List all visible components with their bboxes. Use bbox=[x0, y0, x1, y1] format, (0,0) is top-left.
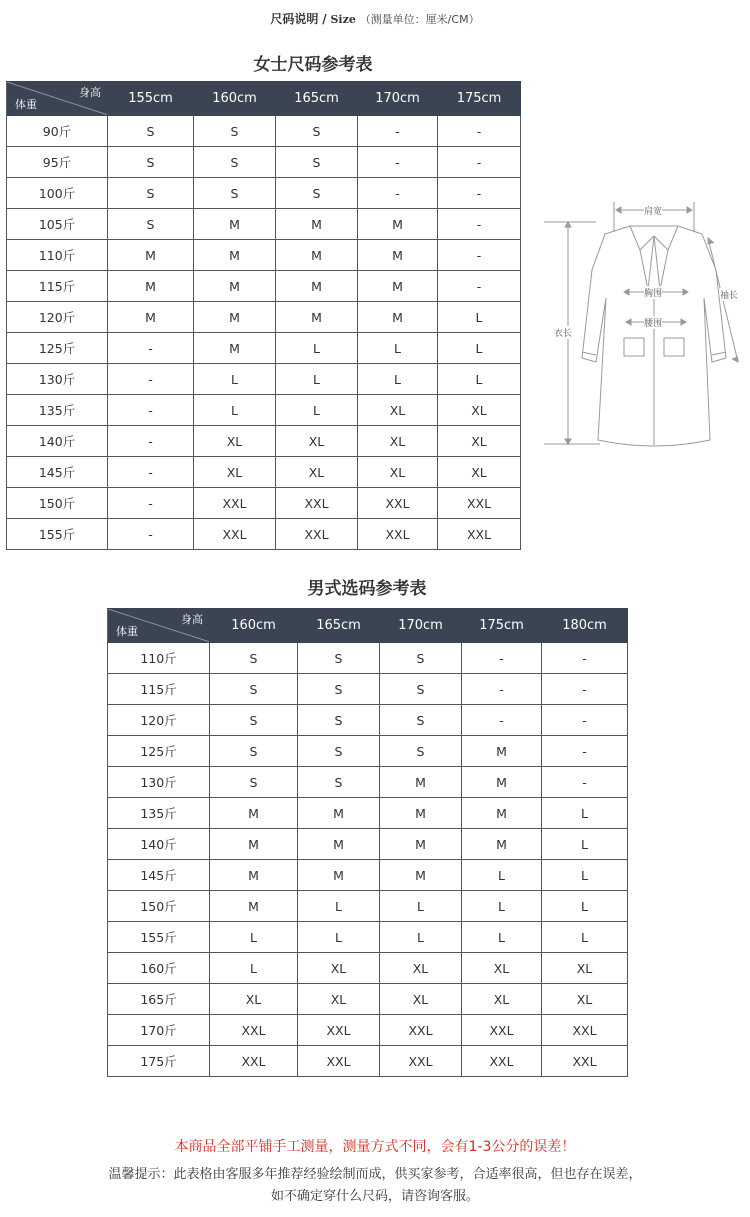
size-cell: L bbox=[438, 333, 521, 364]
size-cell: M bbox=[380, 829, 462, 860]
size-cell: - bbox=[108, 457, 194, 488]
size-cell: M bbox=[194, 302, 276, 333]
men-corner-weight: 体重 bbox=[116, 625, 138, 638]
table-row bbox=[7, 271, 521, 302]
size-cell: - bbox=[438, 240, 521, 271]
size-cell: XL bbox=[380, 984, 462, 1015]
size-cell: XXL bbox=[542, 1046, 628, 1077]
size-cell: XXL bbox=[210, 1015, 298, 1046]
size-cell: XL bbox=[380, 953, 462, 984]
size-cell: M bbox=[210, 891, 298, 922]
weight-cell: 165斤 bbox=[108, 984, 210, 1015]
size-cell: L bbox=[210, 953, 298, 984]
size-cell: M bbox=[194, 271, 276, 302]
size-cell: L bbox=[462, 891, 542, 922]
size-cell: S bbox=[380, 643, 462, 674]
size-cell: XL bbox=[194, 457, 276, 488]
weight-cell: 135斤 bbox=[7, 395, 108, 426]
weight-cell: 175斤 bbox=[108, 1046, 210, 1077]
size-cell: - bbox=[438, 178, 521, 209]
size-cell: - bbox=[542, 674, 628, 705]
size-cell: L bbox=[542, 922, 628, 953]
women-corner-height: 身高 bbox=[79, 86, 101, 99]
size-cell: L bbox=[276, 364, 358, 395]
size-cell: M bbox=[380, 798, 462, 829]
size-cell: XL bbox=[276, 457, 358, 488]
size-cell: XXL bbox=[210, 1046, 298, 1077]
men-corner-cell bbox=[108, 609, 210, 643]
size-cell: - bbox=[462, 643, 542, 674]
size-cell: S bbox=[210, 736, 298, 767]
table-row bbox=[7, 178, 521, 209]
size-cell: S bbox=[276, 116, 358, 147]
table-row bbox=[7, 147, 521, 178]
size-cell: - bbox=[438, 209, 521, 240]
size-cell: L bbox=[542, 860, 628, 891]
size-cell: S bbox=[108, 178, 194, 209]
size-cell: XXL bbox=[358, 488, 438, 519]
size-cell: M bbox=[194, 209, 276, 240]
weight-cell: 120斤 bbox=[108, 705, 210, 736]
size-cell: S bbox=[380, 736, 462, 767]
size-cell: S bbox=[298, 705, 380, 736]
size-cell: L bbox=[194, 395, 276, 426]
size-cell: M bbox=[210, 860, 298, 891]
size-cell: - bbox=[358, 178, 438, 209]
size-cell: L bbox=[276, 395, 358, 426]
size-cell: M bbox=[298, 798, 380, 829]
size-cell: L bbox=[358, 333, 438, 364]
size-cell: L bbox=[380, 922, 462, 953]
size-cell: S bbox=[210, 643, 298, 674]
size-cell: L bbox=[438, 302, 521, 333]
size-cell: M bbox=[210, 829, 298, 860]
size-cell: L bbox=[358, 364, 438, 395]
size-cell: XXL bbox=[298, 1015, 380, 1046]
size-cell: L bbox=[462, 922, 542, 953]
size-cell: XXL bbox=[462, 1015, 542, 1046]
size-cell: - bbox=[108, 395, 194, 426]
size-cell: XL bbox=[438, 395, 521, 426]
size-cell: S bbox=[194, 178, 276, 209]
weight-cell: 150斤 bbox=[7, 488, 108, 519]
size-cell: - bbox=[462, 674, 542, 705]
size-cell: - bbox=[462, 705, 542, 736]
sleeve-label: 袖长 bbox=[720, 288, 738, 301]
size-cell: - bbox=[108, 488, 194, 519]
men-height-header: 160cm bbox=[210, 609, 298, 643]
table-row bbox=[108, 674, 628, 705]
size-cell: XL bbox=[438, 426, 521, 457]
size-cell: S bbox=[108, 147, 194, 178]
size-cell: S bbox=[210, 705, 298, 736]
table-row bbox=[108, 705, 628, 736]
size-cell: S bbox=[298, 767, 380, 798]
weight-cell: 125斤 bbox=[108, 736, 210, 767]
shoulder-label: 肩宽 bbox=[644, 204, 662, 217]
women-height-header: 160cm bbox=[194, 82, 276, 116]
size-cell: L bbox=[194, 364, 276, 395]
table-row bbox=[108, 829, 628, 860]
size-cell: - bbox=[358, 147, 438, 178]
table-row bbox=[108, 922, 628, 953]
table-row bbox=[108, 1015, 628, 1046]
size-cell: XL bbox=[462, 984, 542, 1015]
size-cell: M bbox=[358, 240, 438, 271]
size-cell: XXL bbox=[194, 519, 276, 550]
size-cell: L bbox=[438, 364, 521, 395]
size-cell: - bbox=[108, 426, 194, 457]
size-cell: M bbox=[108, 240, 194, 271]
size-cell: - bbox=[108, 333, 194, 364]
size-cell: M bbox=[276, 240, 358, 271]
coat-measurement-diagram bbox=[540, 190, 750, 460]
size-cell: XL bbox=[358, 457, 438, 488]
size-cell: S bbox=[210, 674, 298, 705]
size-cell: L bbox=[542, 891, 628, 922]
men-size-table bbox=[107, 608, 628, 1077]
women-height-header: 155cm bbox=[108, 82, 194, 116]
weight-cell: 100斤 bbox=[7, 178, 108, 209]
size-cell: L bbox=[276, 333, 358, 364]
size-cell: M bbox=[462, 736, 542, 767]
women-height-header: 175cm bbox=[438, 82, 521, 116]
weight-cell: 140斤 bbox=[108, 829, 210, 860]
women-height-header: 170cm bbox=[358, 82, 438, 116]
size-cell: M bbox=[298, 860, 380, 891]
women-corner-cell bbox=[7, 82, 108, 116]
size-cell: XL bbox=[298, 953, 380, 984]
size-cell: M bbox=[358, 209, 438, 240]
size-cell: - bbox=[438, 271, 521, 302]
size-cell: M bbox=[358, 302, 438, 333]
size-cell: S bbox=[194, 147, 276, 178]
table-row bbox=[7, 116, 521, 147]
size-cell: L bbox=[380, 891, 462, 922]
size-cell: M bbox=[276, 302, 358, 333]
size-cell: S bbox=[210, 767, 298, 798]
size-cell: XL bbox=[194, 426, 276, 457]
weight-cell: 90斤 bbox=[7, 116, 108, 147]
size-cell: L bbox=[462, 860, 542, 891]
weight-cell: 140斤 bbox=[7, 426, 108, 457]
size-cell: XL bbox=[358, 395, 438, 426]
size-cell: XL bbox=[298, 984, 380, 1015]
size-cell: L bbox=[210, 922, 298, 953]
size-cell: M bbox=[462, 829, 542, 860]
size-cell: XXL bbox=[194, 488, 276, 519]
table-row bbox=[108, 643, 628, 674]
weight-cell: 155斤 bbox=[7, 519, 108, 550]
table-row bbox=[108, 767, 628, 798]
size-cell: XL bbox=[276, 426, 358, 457]
weight-cell: 130斤 bbox=[7, 364, 108, 395]
table-row bbox=[108, 1046, 628, 1077]
weight-cell: 105斤 bbox=[7, 209, 108, 240]
tip-line-2: 如不确定穿什么尺码，请咨询客服。 bbox=[270, 1189, 479, 1204]
table-row bbox=[7, 426, 521, 457]
size-cell: L bbox=[542, 829, 628, 860]
size-cell: S bbox=[298, 643, 380, 674]
table-row bbox=[108, 953, 628, 984]
size-cell: - bbox=[108, 519, 194, 550]
size-cell: XXL bbox=[358, 519, 438, 550]
size-cell: - bbox=[542, 643, 628, 674]
size-cell: - bbox=[542, 705, 628, 736]
size-cell: XL bbox=[358, 426, 438, 457]
size-cell: S bbox=[194, 116, 276, 147]
size-cell: M bbox=[194, 240, 276, 271]
size-cell: M bbox=[462, 798, 542, 829]
weight-cell: 120斤 bbox=[7, 302, 108, 333]
size-cell: XXL bbox=[462, 1046, 542, 1077]
table-row bbox=[7, 333, 521, 364]
size-cell: XXL bbox=[438, 519, 521, 550]
size-cell: M bbox=[298, 829, 380, 860]
size-cell: S bbox=[380, 705, 462, 736]
women-corner-weight: 体重 bbox=[15, 98, 37, 111]
table-row bbox=[7, 209, 521, 240]
size-cell: XL bbox=[210, 984, 298, 1015]
women-height-header: 165cm bbox=[276, 82, 358, 116]
table-row bbox=[108, 860, 628, 891]
table-row bbox=[108, 736, 628, 767]
size-cell: - bbox=[438, 116, 521, 147]
weight-cell: 115斤 bbox=[7, 271, 108, 302]
table-row bbox=[108, 891, 628, 922]
size-cell: XXL bbox=[276, 519, 358, 550]
men-height-header: 165cm bbox=[298, 609, 380, 643]
men-height-header: 175cm bbox=[462, 609, 542, 643]
table-row bbox=[7, 240, 521, 271]
size-cell: S bbox=[298, 736, 380, 767]
size-cell: M bbox=[210, 798, 298, 829]
table-row bbox=[7, 457, 521, 488]
women-size-table bbox=[6, 81, 521, 550]
size-cell: L bbox=[542, 798, 628, 829]
size-cell: M bbox=[194, 333, 276, 364]
table-row bbox=[108, 798, 628, 829]
size-cell: XXL bbox=[380, 1046, 462, 1077]
size-cell: - bbox=[108, 364, 194, 395]
table-row bbox=[7, 395, 521, 426]
length-label: 衣长 bbox=[554, 326, 572, 339]
weight-cell: 170斤 bbox=[108, 1015, 210, 1046]
size-cell: M bbox=[380, 860, 462, 891]
women-table-title: 女士尺码参考表 bbox=[253, 55, 373, 75]
weight-cell: 145斤 bbox=[108, 860, 210, 891]
size-cell: L bbox=[298, 922, 380, 953]
size-cell: - bbox=[358, 116, 438, 147]
weight-cell: 135斤 bbox=[108, 798, 210, 829]
size-cell: M bbox=[108, 302, 194, 333]
size-cell: - bbox=[542, 767, 628, 798]
size-cell: S bbox=[108, 209, 194, 240]
size-cell: XXL bbox=[542, 1015, 628, 1046]
size-cell: L bbox=[298, 891, 380, 922]
size-cell: XXL bbox=[438, 488, 521, 519]
table-row bbox=[7, 519, 521, 550]
size-cell: M bbox=[108, 271, 194, 302]
size-cell: S bbox=[276, 147, 358, 178]
size-cell: M bbox=[276, 209, 358, 240]
header-slash: / bbox=[322, 12, 327, 26]
weight-cell: 95斤 bbox=[7, 147, 108, 178]
size-cell: XXL bbox=[276, 488, 358, 519]
size-cell: - bbox=[542, 736, 628, 767]
size-cell: M bbox=[462, 767, 542, 798]
weight-cell: 155斤 bbox=[108, 922, 210, 953]
table-row bbox=[7, 488, 521, 519]
weight-cell: 160斤 bbox=[108, 953, 210, 984]
size-cell: XL bbox=[542, 984, 628, 1015]
header-unit: （测量单位：厘米/CM） bbox=[359, 13, 480, 26]
weight-cell: 110斤 bbox=[108, 643, 210, 674]
waist-label: 腰围 bbox=[644, 316, 662, 329]
size-cell: S bbox=[380, 674, 462, 705]
men-height-header: 180cm bbox=[542, 609, 628, 643]
size-cell: S bbox=[276, 178, 358, 209]
size-cell: XXL bbox=[298, 1046, 380, 1077]
men-height-header: 170cm bbox=[380, 609, 462, 643]
size-cell: M bbox=[380, 767, 462, 798]
men-corner-height: 身高 bbox=[181, 613, 203, 626]
weight-cell: 125斤 bbox=[7, 333, 108, 364]
weight-cell: 150斤 bbox=[108, 891, 210, 922]
table-row bbox=[108, 984, 628, 1015]
header-size: Size bbox=[330, 13, 356, 26]
weight-cell: 130斤 bbox=[108, 767, 210, 798]
size-cell: XL bbox=[542, 953, 628, 984]
table-row bbox=[7, 364, 521, 395]
chest-label: 胸围 bbox=[644, 286, 662, 299]
table-row bbox=[7, 302, 521, 333]
size-cell: M bbox=[276, 271, 358, 302]
men-table-title: 男式选码参考表 bbox=[307, 579, 427, 599]
tip-line-1: 温馨提示：此表格由客服多年推荐经验绘制而成，供买家参考，合适率很高，但也存在误差， bbox=[108, 1167, 642, 1182]
weight-cell: 145斤 bbox=[7, 457, 108, 488]
measurement-notice: 本商品全部平铺手工测量，测量方式不同，会有1-3公分的误差！ bbox=[174, 1139, 576, 1155]
size-cell: M bbox=[358, 271, 438, 302]
weight-cell: 115斤 bbox=[108, 674, 210, 705]
size-guide-header bbox=[0, 10, 750, 27]
size-cell: XL bbox=[462, 953, 542, 984]
size-cell: S bbox=[298, 674, 380, 705]
weight-cell: 110斤 bbox=[7, 240, 108, 271]
size-cell: XXL bbox=[380, 1015, 462, 1046]
header-title: 尺码说明 bbox=[270, 12, 319, 26]
size-cell: S bbox=[108, 116, 194, 147]
size-cell: XL bbox=[438, 457, 521, 488]
size-cell: - bbox=[438, 147, 521, 178]
